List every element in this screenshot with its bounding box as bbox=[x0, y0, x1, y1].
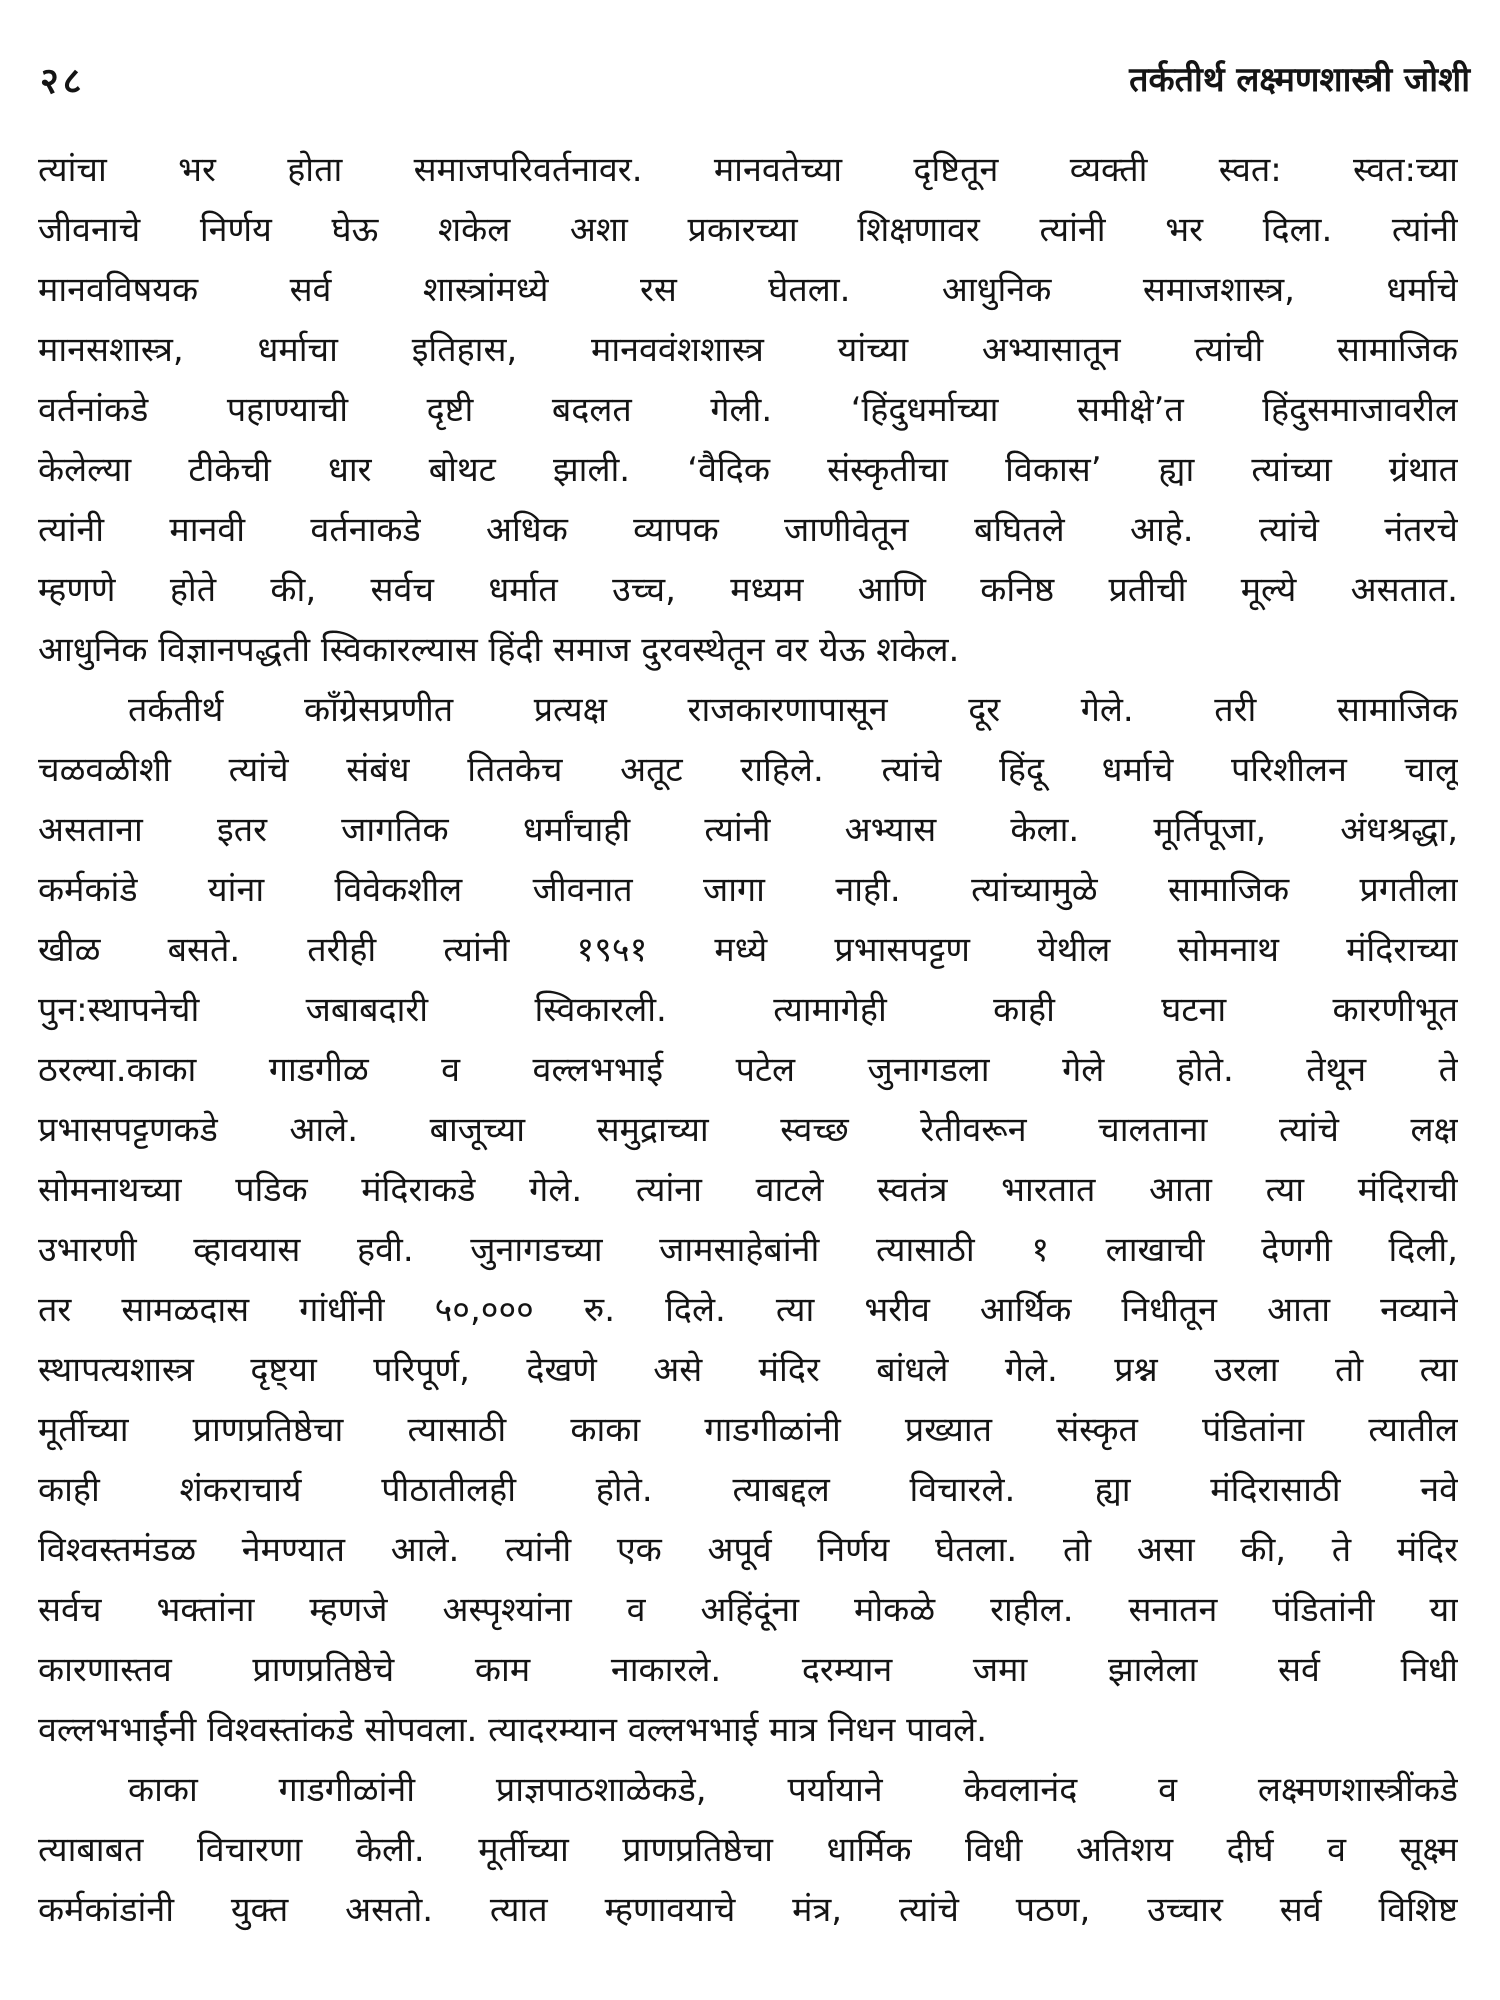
text-line: केलेल्या टीकेची धार बोथट झाली. ‘वैदिक संस्कृतीचा विकास’ ह्या त्यांच्या ग्रंथात bbox=[38, 450, 1458, 490]
text-line: असताना इतर जागतिक धर्मांचाही त्यांनी अभ्यास केला. मूर्तिपूजा, अंधश्रद्धा, bbox=[38, 810, 1458, 850]
text-line: मानसशास्त्र, धर्माचा इतिहास, मानववंशशास्त्र यांच्या अभ्यासातून त्यांची सामाजिक bbox=[38, 330, 1458, 370]
text-line: चळवळीशी त्यांचे संबंध तितकेच अतूट राहिले. त्यांचे हिंदू धर्माचे परिशीलन चालू bbox=[38, 750, 1458, 790]
paragraph-start-line: काका गाडगीळांनी प्राज्ञपाठशाळेकडे, पर्यायाने केवलानंद व लक्ष्मणशास्त्रींकडे bbox=[128, 1770, 1458, 1810]
text-line: कारणास्तव प्राणप्रतिष्ठेचे काम नाकारले. दरम्यान जमा झालेला सर्व निधी bbox=[38, 1650, 1458, 1690]
text-line: कर्मकांडे यांना विवेकशील जीवनात जागा नाही. त्यांच्यामुळे सामाजिक प्रगतीला bbox=[38, 870, 1458, 910]
text-line: सर्वच भक्तांना म्हणजे अस्पृश्यांना व अहिंदूंना मोकळे राहील. सनातन पंडितांनी या bbox=[38, 1590, 1458, 1630]
text-line: त्यांनी मानवी वर्तनाकडे अधिक व्यापक जाणीवेतून बघितले आहे. त्यांचे नंतरचे bbox=[38, 510, 1458, 550]
text-line: त्याबाबत विचारणा केली. मूर्तीच्या प्राणप्रतिष्ठेचा धार्मिक विधी अतिशय दीर्घ व सूक्ष्म bbox=[38, 1830, 1458, 1870]
text-line: स्थापत्यशास्त्र दृष्ट्या परिपूर्ण, देखणे असे मंदिर बांधले गेले. प्रश्न उरला तो त्या bbox=[38, 1350, 1458, 1390]
text-line: कर्मकांडांनी युक्त असतो. त्यात म्हणावयाचे मंत्र, त्यांचे पठण, उच्चार सर्व विशिष्ट bbox=[38, 1890, 1458, 1930]
running-title: तर्कतीर्थ लक्ष्मणशास्त्री जोशी bbox=[1129, 60, 1470, 100]
text-line: मूर्तीच्या प्राणप्रतिष्ठेचा त्यासाठी काका गाडगीळांनी प्रख्यात संस्कृत पंडितांना त्यातील bbox=[38, 1410, 1458, 1450]
text-line: वर्तनांकडे पहाण्याची दृष्टी बदलत गेली. ‘हिंदुधर्माच्या समीक्षे’त हिंदुसमाजावरील bbox=[38, 390, 1458, 430]
text-line: त्यांचा भर होता समाजपरिवर्तनावर. मानवतेच्या दृष्टितून व्यक्ती स्वत: स्वत:च्या bbox=[38, 150, 1458, 190]
text-line: सोमनाथच्या पडिक मंदिराकडे गेले. त्यांना वाटले स्वतंत्र भारतात आता त्या मंदिराची bbox=[38, 1170, 1458, 1210]
page-number: २८ bbox=[40, 61, 86, 102]
paragraph-end-line: आधुनिक विज्ञानपद्धती स्विकारल्यास हिंदी समाज दुरवस्थेतून वर येऊ शकेल. bbox=[38, 630, 960, 670]
text-line: जीवनाचे निर्णय घेऊ शकेल अशा प्रकारच्या शिक्षणावर त्यांनी भर दिला. त्यांनी bbox=[38, 210, 1458, 250]
text-line: काही शंकराचार्य पीठातीलही होते. त्याबद्दल विचारले. ह्या मंदिरासाठी नवे bbox=[38, 1470, 1458, 1510]
text-line: म्हणणे होते की, सर्वच धर्मात उच्च, मध्यम आणि कनिष्ठ प्रतीची मूल्ये असतात. bbox=[38, 570, 1458, 610]
text-line: खीळ बसते. तरीही त्यांनी १९५१ मध्ये प्रभासपट्टण येथील सोमनाथ मंदिराच्या bbox=[38, 930, 1458, 970]
text-line: तर सामळदास गांधींनी ५०,००० रु. दिले. त्या भरीव आर्थिक निधीतून आता नव्याने bbox=[38, 1290, 1458, 1330]
paragraph-end-line: वल्लभभाईंनी विश्वस्तांकडे सोपवला. त्यादरम्यान वल्लभभाई मात्र निधन पावले. bbox=[38, 1710, 988, 1750]
text-line: ठरल्या.काका गाडगीळ व वल्लभभाई पटेल जुनागडला गेले होते. तेथून ते bbox=[38, 1050, 1458, 1090]
text-line: विश्वस्तमंडळ नेमण्यात आले. त्यांनी एक अपूर्व निर्णय घेतला. तो असा की, ते मंदिर bbox=[38, 1530, 1458, 1570]
text-line: प्रभासपट्टणकडे आले. बाजूच्या समुद्राच्या स्वच्छ रेतीवरून चालताना त्यांचे लक्ष bbox=[38, 1110, 1458, 1150]
text-line: पुन:स्थापनेची जबाबदारी स्विकारली. त्यामागेही काही घटना कारणीभूत bbox=[38, 990, 1458, 1030]
paragraph-start-line: तर्कतीर्थ कॉंग्रेसप्रणीत प्रत्यक्ष राजकारणापासून दूर गेले. तरी सामाजिक bbox=[128, 690, 1458, 730]
text-line: मानवविषयक सर्व शास्त्रांमध्ये रस घेतला. आधुनिक समाजशास्त्र, धर्माचे bbox=[38, 270, 1458, 310]
page-header bbox=[30, 55, 1470, 115]
body-text bbox=[38, 140, 1458, 1940]
text-line: उभारणी व्हावयास हवी. जुनागडच्या जामसाहेबांनी त्यासाठी १ लाखाची देणगी दिली, bbox=[38, 1230, 1458, 1270]
